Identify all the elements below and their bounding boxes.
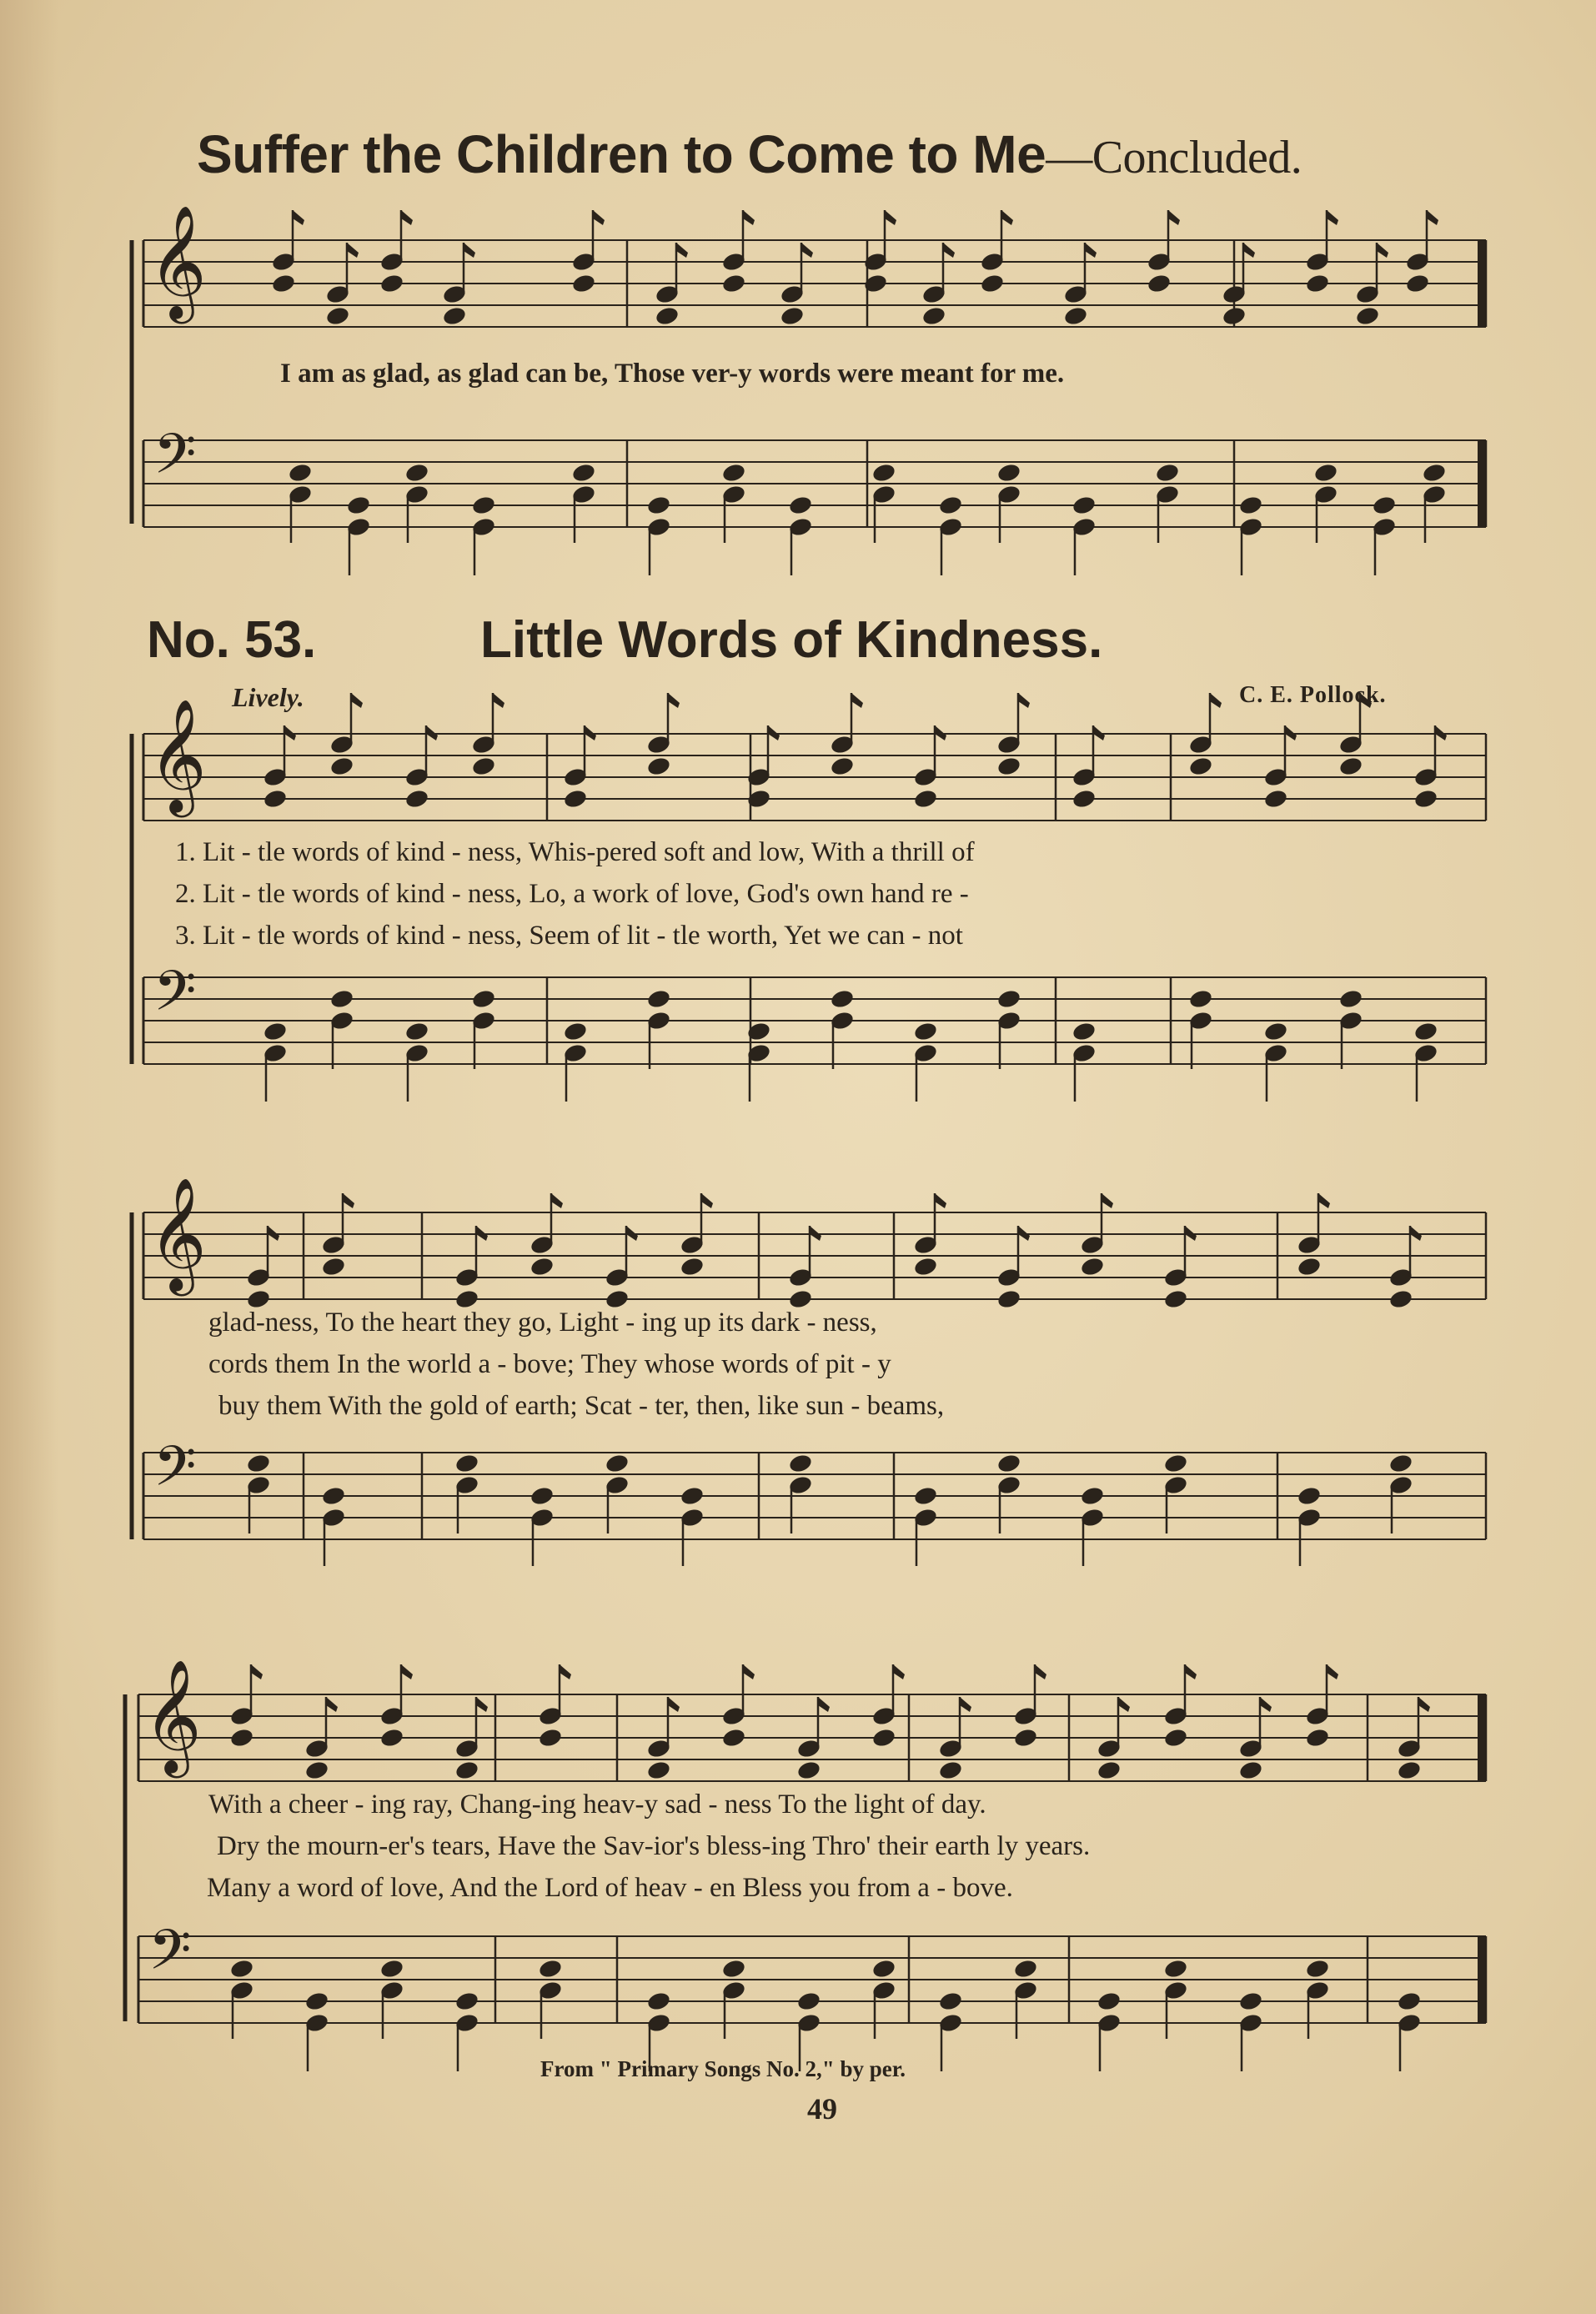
note-head xyxy=(830,755,856,777)
note-head xyxy=(1263,788,1289,810)
note-head xyxy=(379,1958,405,1980)
bass-clef: 𝄢 xyxy=(153,422,197,499)
note-head xyxy=(1072,494,1097,516)
note-head xyxy=(1188,988,1214,1010)
note-head xyxy=(721,273,747,294)
treble-clef: 𝄞 xyxy=(148,203,207,319)
note-head xyxy=(871,1727,897,1749)
note-head xyxy=(454,1759,480,1781)
note-head xyxy=(680,1485,705,1507)
note-head xyxy=(288,462,314,484)
note-flag xyxy=(1327,1664,1338,1679)
note-head xyxy=(938,494,964,516)
note-flag xyxy=(326,1697,338,1712)
note-flag xyxy=(347,243,359,258)
note-flag xyxy=(401,210,413,225)
note-flag xyxy=(593,210,605,225)
note-flag xyxy=(893,1664,905,1679)
note-flag xyxy=(935,1193,946,1208)
verse-line: glad-ness, To the heart they go, Light - ing up its dark - ness, xyxy=(208,1308,877,1338)
note-head xyxy=(605,1453,630,1474)
note-head xyxy=(913,1256,939,1277)
note-flag xyxy=(551,1193,563,1208)
source-credit: From " Primary Songs No. 2," by per. xyxy=(540,2056,906,2081)
note-head xyxy=(646,988,672,1010)
note-head xyxy=(1163,1958,1189,1980)
final-barline xyxy=(1478,240,1486,327)
note-flag xyxy=(943,243,955,258)
note-head xyxy=(304,1759,330,1781)
verse-line: buy them With the gold of earth; Scat - ter, then, like sun - beams, xyxy=(218,1391,945,1421)
note-head xyxy=(1072,1021,1097,1042)
note-head xyxy=(1263,1021,1289,1042)
note-head xyxy=(996,755,1022,777)
note-head xyxy=(404,788,430,810)
note-flag xyxy=(1168,210,1180,225)
page-number: 49 xyxy=(807,2092,837,2126)
note-flag xyxy=(701,1193,713,1208)
note-head xyxy=(454,1453,480,1474)
note-flag xyxy=(818,1697,830,1712)
note-head xyxy=(471,494,497,516)
note-head xyxy=(454,1990,480,2012)
note-head xyxy=(871,462,897,484)
previous-song-title: Suffer the Children to Come to Me xyxy=(197,124,1046,184)
note-head xyxy=(571,462,597,484)
note-head xyxy=(1013,1958,1039,1980)
treble-clef: 𝄞 xyxy=(148,697,207,812)
bass-clef: 𝄢 xyxy=(153,959,197,1037)
verse-line: cords them In the world a - bove; They whose words of pit - y xyxy=(208,1349,891,1379)
note-head xyxy=(1097,1759,1122,1781)
note-head xyxy=(871,1958,897,1980)
note-head xyxy=(788,1453,814,1474)
note-head xyxy=(1422,462,1448,484)
note-head xyxy=(1405,273,1431,294)
note-head xyxy=(646,1990,672,2012)
previous-song-lyrics: I am as glad, as glad can be, Those ver-y words were meant for me. xyxy=(280,359,1065,389)
note-head xyxy=(246,1453,272,1474)
note-head xyxy=(379,273,405,294)
note-head xyxy=(538,1727,564,1749)
note-head xyxy=(1222,305,1247,327)
note-head xyxy=(1297,1485,1322,1507)
note-head xyxy=(1313,462,1339,484)
note-head xyxy=(721,1727,747,1749)
note-head xyxy=(1097,1990,1122,2012)
note-flag xyxy=(251,1664,263,1679)
note-head xyxy=(721,1958,747,1980)
note-flag xyxy=(743,210,755,225)
concluded-label: —Concluded. xyxy=(1046,132,1302,183)
note-head xyxy=(1297,1256,1322,1277)
treble-clef: 𝄞 xyxy=(143,1658,202,1773)
note-head xyxy=(304,1990,330,2012)
note-flag xyxy=(560,1664,571,1679)
note-head xyxy=(1413,1021,1439,1042)
note-head xyxy=(1397,1990,1423,2012)
note-head xyxy=(329,755,355,777)
note-flag xyxy=(1118,1697,1130,1712)
note-head xyxy=(1338,755,1364,777)
note-head xyxy=(913,1485,939,1507)
note-head xyxy=(529,1485,555,1507)
note-head xyxy=(1305,1727,1331,1749)
note-flag xyxy=(343,1193,354,1208)
note-head xyxy=(796,1990,822,2012)
note-head xyxy=(1238,1759,1264,1781)
note-head xyxy=(996,988,1022,1010)
note-head xyxy=(646,755,672,777)
note-head xyxy=(996,1453,1022,1474)
note-head xyxy=(529,1256,555,1277)
note-flag xyxy=(493,693,504,708)
note-head xyxy=(1372,494,1398,516)
note-head xyxy=(379,1727,405,1749)
bass-clef: 𝄢 xyxy=(148,1918,192,1995)
note-head xyxy=(229,1958,255,1980)
note-head xyxy=(346,494,372,516)
note-head xyxy=(1163,1453,1189,1474)
note-head xyxy=(471,988,497,1010)
note-flag xyxy=(1102,1193,1113,1208)
note-flag xyxy=(1318,1193,1330,1208)
note-head xyxy=(471,755,497,777)
note-flag xyxy=(960,1697,971,1712)
final-barline xyxy=(1478,440,1486,527)
note-head xyxy=(655,305,680,327)
note-flag xyxy=(1327,210,1338,225)
note-flag xyxy=(1185,1664,1197,1679)
note-flag xyxy=(1210,693,1222,708)
treble-clef: 𝄞 xyxy=(148,1176,207,1291)
note-head xyxy=(263,788,289,810)
note-head xyxy=(1147,273,1172,294)
note-flag xyxy=(1418,1697,1430,1712)
previous-song-heading xyxy=(197,123,1302,185)
note-head xyxy=(1388,1288,1414,1310)
note-head xyxy=(921,305,947,327)
note-head xyxy=(1397,1759,1423,1781)
note-head xyxy=(721,462,747,484)
note-flag xyxy=(351,693,363,708)
final-barline xyxy=(1478,1694,1486,1781)
note-head xyxy=(1163,1727,1189,1749)
note-head xyxy=(1072,788,1097,810)
verse-line: Many a word of love, And the Lord of heav - en Bless you from a - bove. xyxy=(207,1873,1013,1903)
note-head xyxy=(1013,1727,1039,1749)
note-flag xyxy=(1085,243,1097,258)
note-head xyxy=(1338,988,1364,1010)
tempo-marking: Lively. xyxy=(232,682,304,712)
note-head xyxy=(1155,462,1181,484)
final-barline xyxy=(1478,1936,1486,2023)
note-head xyxy=(1388,1453,1414,1474)
note-head xyxy=(1238,494,1264,516)
note-head xyxy=(1413,788,1439,810)
note-flag xyxy=(1243,243,1255,258)
verse-line: 2. Lit - tle words of kind - ness, Lo, a work of love, God's own hand re - xyxy=(175,879,969,909)
note-flag xyxy=(464,243,475,258)
note-head xyxy=(913,1021,939,1042)
note-head xyxy=(1355,305,1381,327)
note-flag xyxy=(1260,1697,1272,1712)
bass-clef: 𝄢 xyxy=(153,1434,197,1512)
note-flag xyxy=(676,243,688,258)
note-head xyxy=(442,305,468,327)
note-head xyxy=(229,1727,255,1749)
note-head xyxy=(938,1759,964,1781)
song-title: Little Words of Kindness. xyxy=(480,611,1103,669)
note-head xyxy=(563,1021,589,1042)
note-head xyxy=(913,788,939,810)
note-head xyxy=(996,1288,1022,1310)
note-head xyxy=(646,494,672,516)
note-head xyxy=(321,1256,347,1277)
note-flag xyxy=(743,1664,755,1679)
note-flag xyxy=(1377,243,1388,258)
song-number: No. 53. xyxy=(147,611,317,669)
note-head xyxy=(780,305,806,327)
note-head xyxy=(980,273,1006,294)
note-head xyxy=(646,1759,672,1781)
note-head xyxy=(325,305,351,327)
note-head xyxy=(1305,273,1331,294)
note-flag xyxy=(1018,693,1030,708)
note-flag xyxy=(476,1697,488,1712)
note-head xyxy=(263,1021,289,1042)
note-head xyxy=(1080,1485,1106,1507)
note-flag xyxy=(401,1664,413,1679)
note-flag xyxy=(293,210,304,225)
note-head xyxy=(271,273,297,294)
note-head xyxy=(571,273,597,294)
composer-credit: C. E. Pollock. xyxy=(1239,682,1387,708)
note-head xyxy=(321,1485,347,1507)
verse-line: With a cheer - ing ray, Chang-ing heav-y sad - ness To the light of day. xyxy=(208,1789,986,1820)
note-head xyxy=(1238,1990,1264,2012)
verse-line: 3. Lit - tle words of kind - ness, Seem of lit - tle worth, Yet we can - not xyxy=(175,921,963,951)
note-head xyxy=(680,1256,705,1277)
note-head xyxy=(538,1958,564,1980)
note-flag xyxy=(668,693,680,708)
note-flag xyxy=(1001,210,1013,225)
verse-line: 1. Lit - tle words of kind - ness, Whis-pered soft and low, With a thrill of xyxy=(175,837,975,867)
note-flag xyxy=(801,243,813,258)
note-flag xyxy=(851,693,863,708)
note-head xyxy=(329,988,355,1010)
note-head xyxy=(1080,1256,1106,1277)
note-head xyxy=(1188,755,1214,777)
note-head xyxy=(788,494,814,516)
verse-line: Dry the mourn-er's tears, Have the Sav-ior's bless-ing Thro' their earth ly years. xyxy=(217,1831,1091,1861)
note-head xyxy=(1305,1958,1331,1980)
note-head xyxy=(563,788,589,810)
note-flag xyxy=(668,1697,680,1712)
note-head xyxy=(938,1990,964,2012)
note-head xyxy=(796,1759,822,1781)
note-flag xyxy=(1427,210,1438,225)
note-head xyxy=(1163,1288,1189,1310)
note-head xyxy=(404,462,430,484)
note-flag xyxy=(1035,1664,1046,1679)
note-head xyxy=(830,988,856,1010)
note-head xyxy=(1063,305,1089,327)
note-head xyxy=(404,1021,430,1042)
note-flag xyxy=(885,210,896,225)
note-head xyxy=(996,462,1022,484)
